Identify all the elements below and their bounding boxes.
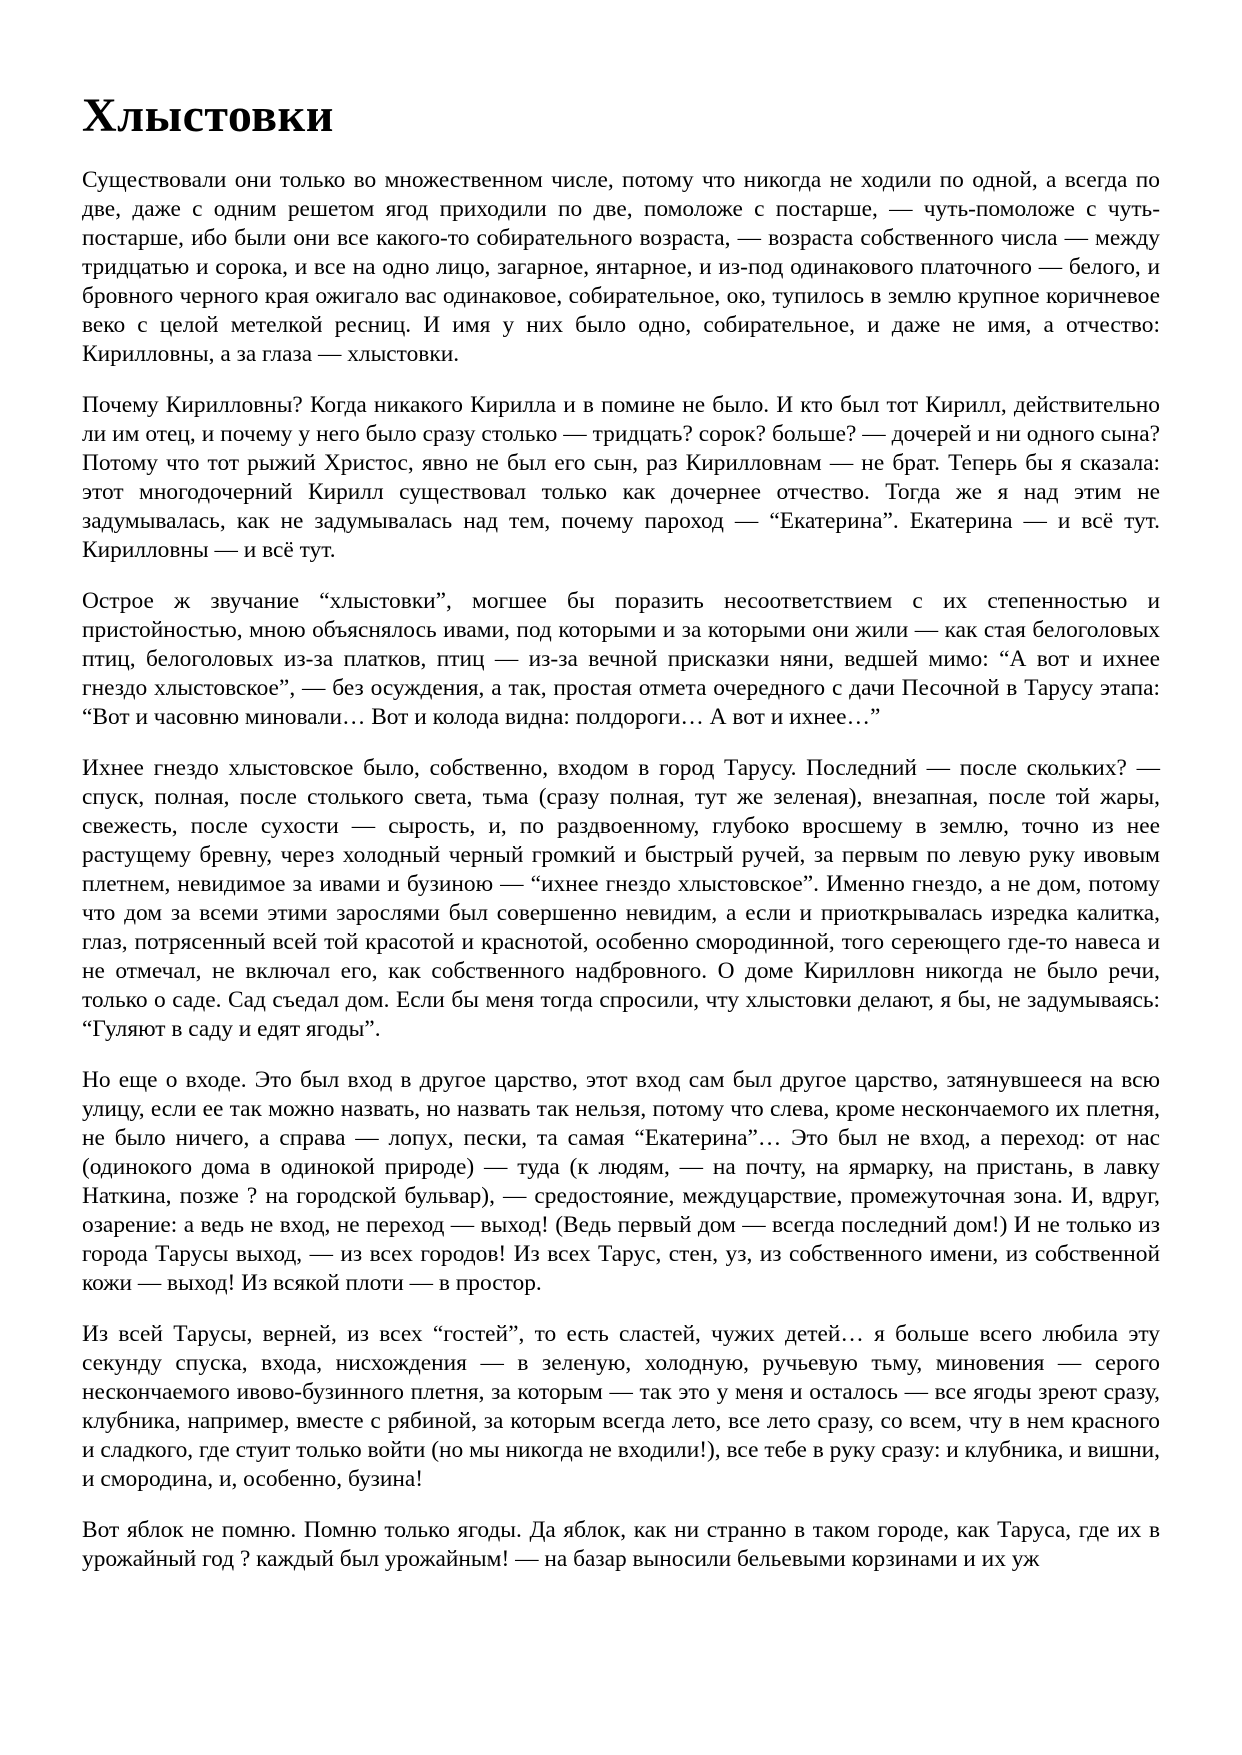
- paragraph: Почему Кирилловны? Когда никакого Кирилла и в помине не было. И кто был тот Кирилл, действительно ли им отец, и почему у него было сразу столько — тридцать? сорок? больше? — дочерей и ни одного сына? Потому что тот рыжий Христос, явно не был его сын, раз Кирилловнам — не брат. Теперь бы я сказала: этот многодочерний Кирилл существовал только как дочернее отчество. Тогда же я над этим не задумывалась, как не задумывалась над тем, почему пароход — “Екатерина”. Екатерина — и всё тут. Кирилловны — и всё тут.: [82, 392, 1160, 563]
- page-title: Хлыстовки: [82, 89, 334, 142]
- paragraph: Ихнее гнездо хлыстовское было, собственно, входом в город Тарусу. Последний — после скольких? — спуск, полная, после столького света, тьма (сразу полная, тут же зеленая), внезапная, после той жары, свежесть, после сухости — сырость, и, по раздвоенному, глубоко вросшему в землю, точно из нее растущему бревну, через холодный черный громкий и быстрый ручей, за первым по левую руку ивовым плетнем, невидимое за ивами и бузиною — “ихнее гнездо хлыстовское”. Именно гнездо, а не дом, потому что дом за всеми этими зарослями был совершенно невидим, а если и приоткрывалась изредка калитка, глаз, потрясенный всей той красотой и краснотой, особенно смородинной, того сереющего где-то навеса и не отмечал, не включал его, как собственного надбровного. О доме Кирилловн никогда не было речи, только о саде. Сад съедал дом. Если бы меня тогда спросили, чту хлыстовки делают, я бы, не задумываясь: “Гуляют в саду и едят ягоды”.: [82, 755, 1160, 1042]
- paragraph: Из всей Тарусы, верней, из всех “гостей”, то есть сластей, чужих детей… я больше всего любила эту секунду спуска, входа, нисхождения — в зеленую, холодную, ручьевую тьму, миновения — серого нескончаемого ивово-бузинного плетня, за которым — так это у меня и осталось — все ягоды зреют сразу, клубника, например, вместе с рябиной, за которым всегда лето, все лето сразу, со всем, чту в нем красного и сладкого, где стуит только войти (но мы никогда не входили!), все тебе в руку сразу: и клубника, и вишни, и смородина, и, особенно, бузина!: [82, 1321, 1160, 1492]
- paragraph: Существовали они только во множественном числе, потому что никогда не ходили по одной, а всегда по две, даже с одним решетом ягод приходили по две, помоложе с постарше, — чуть-помоложе с чуть-постарше, ибо были они все какого-то собирательного возраста, — возраста собственного числа — между тридцатью и сорока, и все на одно лицо, загарное, янтарное, и из-под одинакового платочного — белого, и бровного черного края ожигало вас одинаковое, собирательное, око, тупилось в землю крупное коричневое веко с целой метелкой ресниц. И имя у них было одно, собирательное, и даже не имя, а отчество: Кирилловны, а за глаза — хлыстовки.: [82, 167, 1160, 367]
- paragraph: Острое ж звучание “хлыстовки”, могшее бы поразить несоответствием с их степенностью и пристойностью, мною объяснялось ивами, под которыми и за которыми они жили — как стая белоголовых птиц, белоголовых из-за платков, птиц — из-за вечной присказки няни, ведшей мимо: “А вот и ихнее гнездо хлыстовское”, — без осуждения, а так, простая отмета очередного с дачи Песочной в Тарусу этапа: “Вот и часовню миновали… Вот и колода видна: полдороги… А вот и ихнее…”: [82, 588, 1160, 730]
- paragraph: Но еще о входе. Это был вход в другое царство, этот вход сам был другое царство, затянувшееся на всю улицу, если ее так можно назвать, но назвать так нельзя, потому что слева, кроме нескончаемого их плетня, не было ничего, а справа — лопух, пески, та самая “Екатерина”… Это был не вход, а переход: от нас (одинокого дома в одинокой природе) — туда (к людям, — на почту, на ярмарку, на пристань, в лавку Наткина, позже ? на городской бульвар), — средостояние, междуцарствие, промежуточная зона. И, вдруг, озарение: а ведь не вход, не переход — выход! (Ведь первый дом — всегда последний дом!) И не только из города Тарусы выход, — из всех городов! Из всех Тарус, стен, уз, из собственного имени, из собственной кожи — выход! Из всякой плоти — в простор.: [82, 1067, 1160, 1296]
- paragraph: Вот яблок не помню. Помню только ягоды. Да яблок, как ни странно в таком городе, как Таруса, где их в урожайный год ? каждый был урожайным! — на базар выносили бельевыми корзинами и их уж: [82, 1517, 1160, 1572]
- document-page: [82, 88, 1160, 1596]
